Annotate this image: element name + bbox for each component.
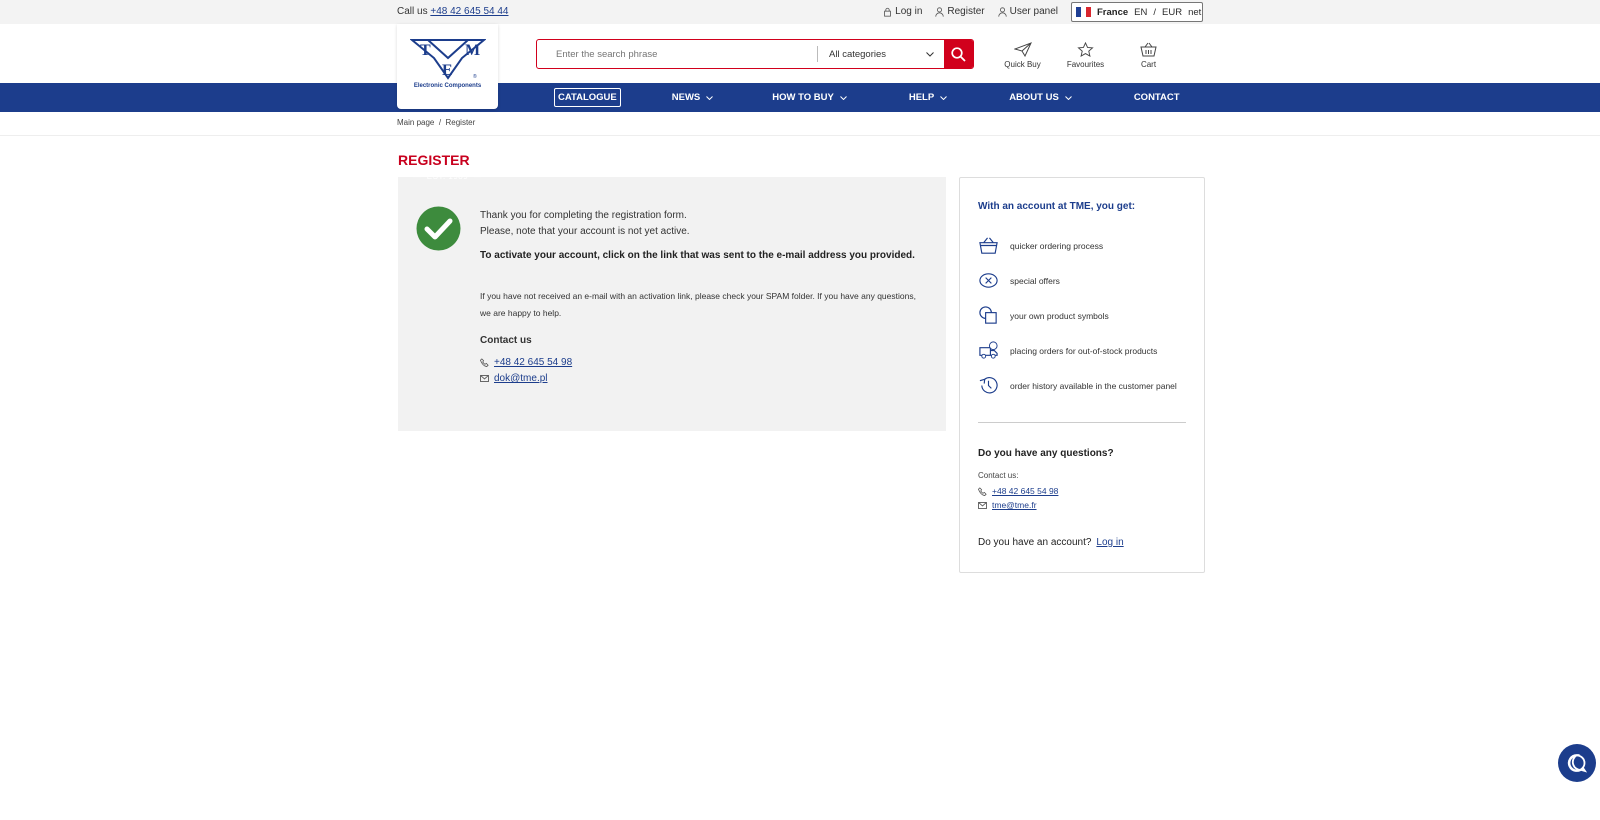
chevron-down-icon (840, 96, 847, 100)
breadcrumb (0, 112, 1600, 136)
benefit-label: special offers (1010, 275, 1060, 286)
est-label: EST. 1989 (426, 172, 469, 181)
search-icon (951, 47, 966, 62)
user-panel-link[interactable] (998, 6, 1058, 17)
phone-icon (480, 358, 489, 367)
spam-text: If you have not received an e-mail with an activation link, please check your SPAM folder. If you have any questions, we are happy to help. (480, 291, 916, 318)
nav-how-to-buy[interactable] (772, 92, 847, 103)
activation-text: To activate your account, click on the link that was sent to the e-mail address you provided. (480, 250, 915, 261)
header-actions (991, 42, 1180, 69)
envelope-icon (978, 502, 987, 509)
logo-registered-mark: ® (472, 74, 477, 80)
tme-logo-mark (410, 38, 486, 82)
chat-icon (1567, 753, 1587, 773)
logo-est-badge: — EST. 1989 — (412, 172, 483, 181)
call-us-label: Call us (397, 6, 428, 17)
search-button[interactable] (944, 40, 973, 68)
favourites-label: Favourites (1066, 60, 1105, 69)
contact-email-link[interactable]: dok@tme.pl (494, 373, 548, 384)
category-label: All categories (829, 48, 887, 60)
language-label: EN (1134, 6, 1148, 18)
quick-buy-button[interactable] (991, 42, 1054, 69)
history-icon (978, 375, 999, 396)
contact-us-label: Contact us: (978, 471, 1019, 480)
page-title: REGISTER (398, 152, 470, 168)
divider (978, 422, 1186, 423)
chevron-down-icon (926, 52, 934, 57)
phone-icon (978, 487, 987, 496)
sidebar-email (978, 500, 1186, 510)
logo-letter-m: M (464, 42, 480, 59)
symbol-icon (978, 305, 999, 326)
header (0, 24, 1600, 89)
category-select[interactable] (818, 40, 944, 68)
benefit-item (978, 228, 1186, 263)
nav-about-us[interactable] (1009, 92, 1072, 103)
chevron-down-icon (706, 96, 713, 100)
top-bar (0, 0, 1600, 24)
chevron-down-icon (940, 96, 947, 100)
login-label: Log in (895, 6, 923, 17)
logo-letter-e: E (441, 62, 453, 79)
nav-help[interactable] (909, 92, 947, 103)
cart-label: Cart (1140, 60, 1157, 69)
registration-confirmation (398, 177, 946, 431)
offer-icon (978, 270, 999, 291)
contact-title: Contact us (480, 335, 532, 346)
price-mode-label: net (1188, 6, 1202, 18)
nav-help-label: HELP (908, 92, 935, 103)
benefit-label: placing orders for out-of-stock products (1010, 345, 1158, 356)
user-icon (935, 7, 944, 17)
sidebar-login-link[interactable]: Log in (1096, 537, 1124, 548)
nav-items (554, 83, 1180, 112)
questions-title: Do you have any questions? (978, 448, 1114, 459)
inactive-note: Please, note that your account is not yet active. (480, 226, 690, 237)
sidebar-phone (978, 486, 1186, 496)
account-links (883, 6, 1058, 17)
user-icon (998, 7, 1007, 17)
separator: / (1153, 6, 1156, 18)
account-benefits-panel (959, 177, 1205, 573)
chevron-down-icon (1065, 96, 1072, 100)
favourites-button[interactable] (1054, 42, 1117, 69)
search-bar (536, 39, 974, 69)
checkmark-icon (416, 206, 461, 251)
top-phone-link[interactable]: +48 42 645 54 44 (430, 6, 509, 17)
contact-email (480, 373, 920, 384)
nav-news[interactable] (672, 92, 714, 103)
chat-button[interactable] (1558, 744, 1596, 782)
have-account (978, 537, 1186, 548)
flag-icon (1076, 7, 1091, 17)
truck-icon (978, 340, 999, 361)
quick-buy-label: Quick Buy (1004, 60, 1041, 69)
paper-plane-icon (1014, 42, 1032, 57)
benefit-item (978, 333, 1186, 368)
nav-catalogue-label: CATALOGUE (558, 92, 617, 103)
basket-icon (1140, 42, 1157, 57)
benefit-item (978, 298, 1186, 333)
sidebar-phone-link[interactable]: +48 42 645 54 98 (992, 486, 1059, 496)
benefit-label: order history available in the customer panel (1010, 380, 1177, 391)
login-link[interactable] (883, 6, 922, 17)
register-link[interactable] (935, 6, 984, 17)
nav-how-to-buy-label: HOW TO BUY (772, 92, 834, 103)
search-input[interactable] (537, 40, 817, 68)
country-label: France (1097, 6, 1129, 18)
currency-label: EUR (1162, 6, 1183, 18)
nav-news-label: NEWS (671, 92, 701, 103)
call-us (397, 6, 509, 17)
breadcrumb-current: Register (445, 118, 476, 127)
cart-button[interactable] (1117, 42, 1180, 69)
tme-logo[interactable] (397, 24, 498, 109)
sidebar-email-link[interactable]: tme@tme.fr (992, 500, 1037, 510)
logo-subtitle: Electronic Components (413, 83, 482, 89)
basket-icon (978, 235, 999, 256)
star-icon (1077, 42, 1094, 57)
nav-contact-label: CONTACT (1133, 92, 1180, 103)
region-selector[interactable] (1071, 2, 1203, 22)
register-label: Register (947, 6, 985, 17)
breadcrumb-separator: / (438, 118, 442, 127)
contact-phone-link[interactable]: +48 42 645 54 98 (494, 357, 573, 368)
contact-phone (480, 357, 920, 368)
benefit-label: your own product symbols (1010, 310, 1109, 321)
breadcrumb-home[interactable]: Main page (397, 118, 435, 127)
user-panel-label: User panel (1009, 6, 1058, 17)
thanks-text: Thank you for completing the registration form. (480, 210, 687, 221)
logo-letter-t: T (419, 42, 431, 59)
benefit-item (978, 368, 1186, 403)
benefit-label: quicker ordering process (1010, 240, 1104, 251)
nav-about-us-label: ABOUT US (1009, 92, 1059, 103)
nav-contact[interactable] (1134, 92, 1180, 103)
benefits-title: With an account at TME, you get: (978, 201, 1136, 212)
benefit-item (978, 263, 1186, 298)
lock-icon (883, 7, 892, 17)
nav-catalogue[interactable] (554, 88, 621, 107)
envelope-icon (480, 375, 489, 382)
have-account-label: Do you have an account? (978, 537, 1092, 548)
